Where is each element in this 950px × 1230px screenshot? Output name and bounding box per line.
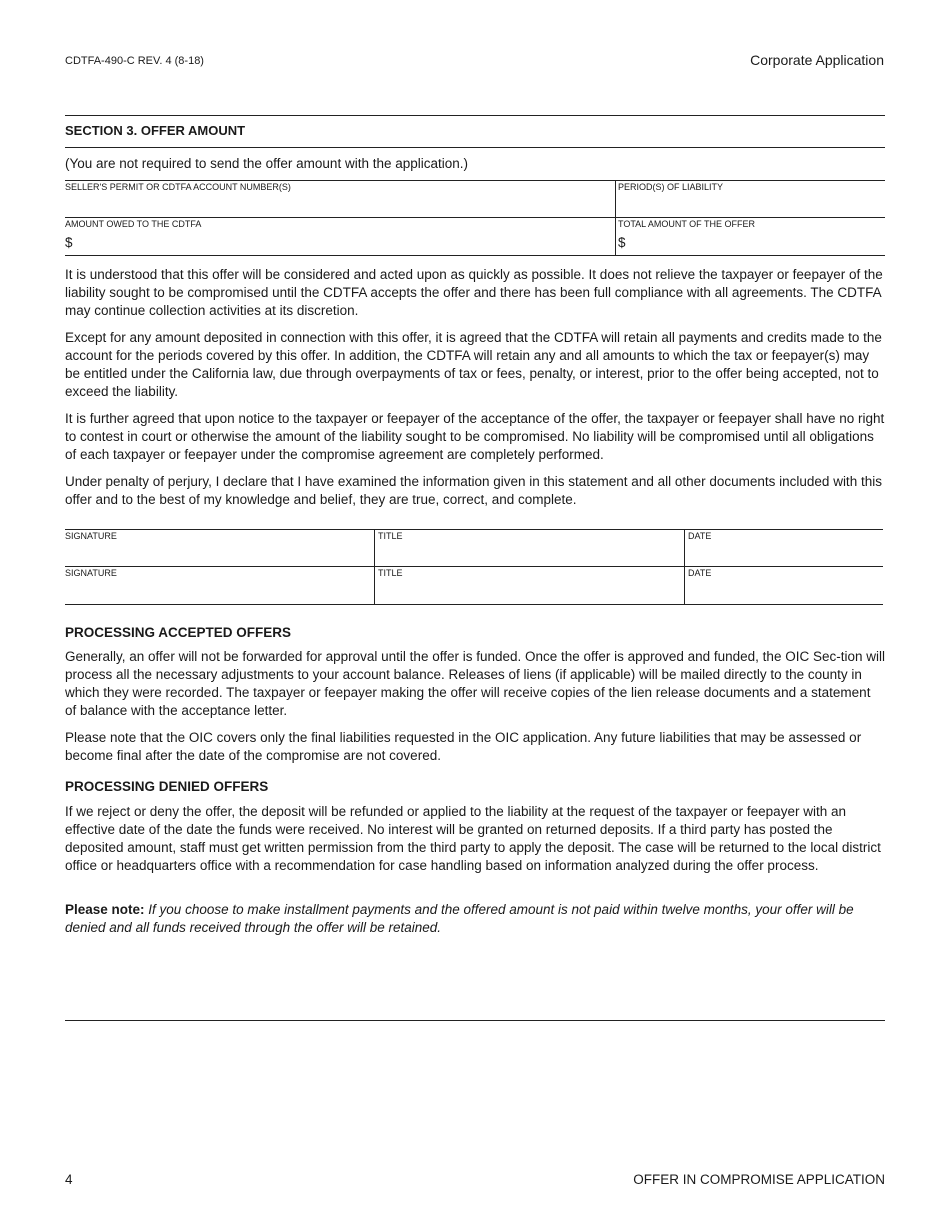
total-offer-value: $ (618, 235, 626, 250)
page-number: 4 (65, 1172, 73, 1187)
amount-owed-label: AMOUNT OWED TO THE CDTFA (65, 219, 202, 229)
date-label: DATE (688, 568, 712, 578)
period-of-liability-field[interactable] (618, 180, 885, 217)
date-field-2[interactable] (688, 566, 883, 604)
title-field-1[interactable] (378, 529, 684, 566)
signature-field-2[interactable] (65, 566, 374, 604)
document-title: OFFER IN COMPROMISE APPLICATION (633, 1172, 885, 1187)
installment-note-text: If you choose to make installment payments and the offered amount is not paid within twelve months, your offer will be denied and all funds received through the offer will be retained. (65, 902, 854, 935)
field-row2-bottom-rule (65, 255, 885, 256)
section-title-rule (65, 147, 885, 148)
date-field-1[interactable] (688, 529, 883, 566)
installment-note (65, 901, 885, 937)
terms-paragraph-1: It is understood that this offer will be considered and acted upon as quickly as possible. It does not relieve the taxpayer or feepayer of the liability sought to be compromised until the CDTFA accepts the offer and there has been full compliance with all agreements. The CDTFA may continue collection activities at its discretion. (65, 267, 883, 318)
offer-note: (You are not required to send the offer amount with the application.) (65, 156, 469, 171)
account-number-label: SELLER'S PERMIT OR CDTFA ACCOUNT NUMBER(S) (65, 182, 291, 192)
period-of-liability-label: PERIOD(S) OF LIABILITY (618, 182, 724, 192)
terms-paragraph-3: It is further agreed that upon notice to the taxpayer or feepayer of the acceptance of the offer, the taxpayer or feepayer shall have no right to contest in court or otherwise the amount of the liability sought to be compromised. No liability will be compromised until all obligations of each taxpayer or feepayer under the compromise agreement are completely performed. (65, 411, 885, 462)
amount-owed-value: $ (65, 235, 73, 250)
accepted-offers-paragraph-1: Generally, an offer will not be forwarded for approval until the offer is funded. Once the offer is approved and funded, the OIC Sec-tion will process all the necessary adjustments to your account balance. Releases of liens (if applicable) will be mailed directly to the county in which they were recorded. The taxpayer or feepayer making the offer will receive copies of the lien release documents and a statement of balance with the acceptance letter. (65, 649, 885, 718)
terms-paragraph-2: Except for any amount deposited in connection with this offer, it is agreed that the CDTFA will retain all payments and credits made to the account for the periods covered by this offer. In addition, the CDTFA will retain any and all amounts to which the tax or feepayer(s) may be entitled under the California law, due through overpayments of tax or fees, penalty, or interest, prior to the offer being accepted, not to exceed the liability. (65, 330, 882, 399)
section-top-rule (65, 115, 885, 116)
title-field-2[interactable] (378, 566, 684, 604)
total-offer-label: TOTAL AMOUNT OF THE OFFER (618, 219, 756, 229)
bottom-rule (65, 1020, 885, 1021)
signature-divider-2 (684, 529, 685, 604)
total-offer-field[interactable] (618, 217, 885, 255)
perjury-declaration: Under penalty of perjury, I declare that I have examined the information given in this statement and all other documents included with this offer and to the best of my knowledge and belief, they are true, correct, and complete. (65, 474, 882, 507)
signature-field-1[interactable] (65, 529, 374, 566)
amount-owed-field[interactable] (65, 217, 615, 255)
section-title: SECTION 3. OFFER AMOUNT (65, 123, 246, 138)
title-label: TITLE (378, 568, 403, 578)
date-label: DATE (688, 531, 712, 541)
denied-offers-paragraph: If we reject or deny the offer, the deposit will be refunded or applied to the liability at the request of the taxpayer or feepayer with an effective date of the date the funds were received. No interest will be granted on returned deposits. If a third party has posted the deposited amount, staff must get written permission from the third party to apply the deposit. The case will be returned to the local district office or headquarters office with a recommendation for case handling based on information analyzed during the offer process. (65, 804, 881, 873)
form-number: CDTFA-490-C REV. 4 (8-18) (65, 55, 204, 67)
denied-offers-heading: PROCESSING DENIED OFFERS (65, 779, 269, 794)
installment-note-label: Please note: (65, 902, 145, 917)
signature-divider-1 (374, 529, 375, 604)
accepted-offers-heading: PROCESSING ACCEPTED OFFERS (65, 625, 292, 640)
signature-label: SIGNATURE (65, 531, 117, 541)
account-number-field[interactable] (65, 180, 615, 217)
accepted-offers-paragraph-2: Please note that the OIC covers only the final liabilities requested in the OIC application. Any future liabilities that may be assessed or become final after the date of the compromise are not covered. (65, 730, 862, 763)
signature-label: SIGNATURE (65, 568, 117, 578)
application-type: Corporate Application (750, 52, 884, 68)
signature-bottom-rule (65, 604, 883, 605)
title-label: TITLE (378, 531, 403, 541)
